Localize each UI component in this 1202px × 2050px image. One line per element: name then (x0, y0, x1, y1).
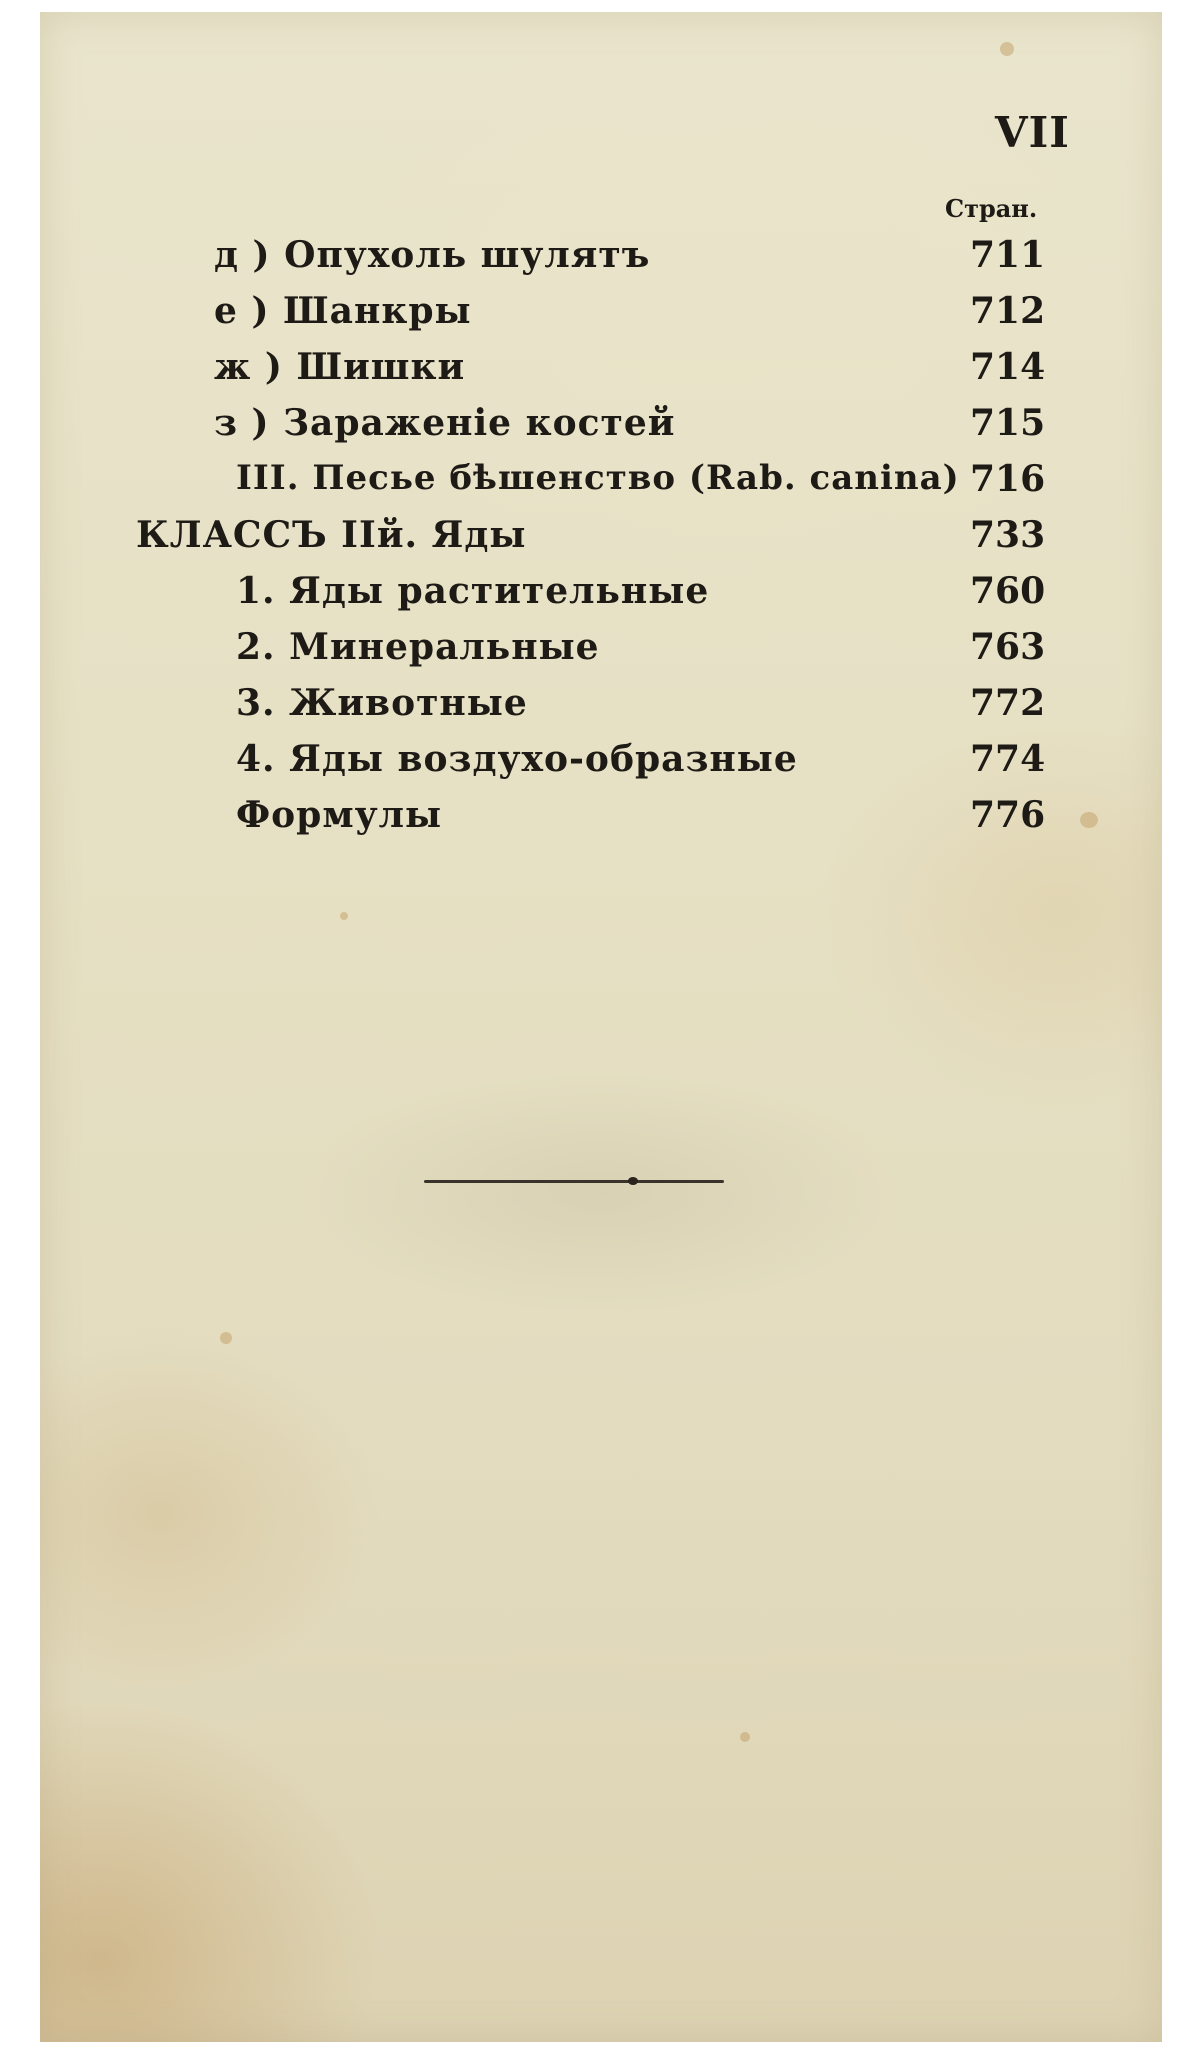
toc-entry-label: Формулы (236, 794, 443, 836)
page-column-header: Стран. (945, 194, 1038, 223)
toc-entry-page: 712 (970, 290, 1046, 332)
toc-entry-page: 714 (970, 346, 1046, 388)
end-rule-divider (424, 1180, 724, 1183)
toc-row (40, 514, 1162, 570)
toc-entry-page: 772 (970, 682, 1046, 724)
toc-entry-page: 715 (970, 402, 1046, 444)
toc-entry-label: КЛАССЪ IIй. Яды (136, 514, 527, 556)
toc-entry-page: 733 (970, 514, 1046, 556)
toc-row (40, 234, 1162, 290)
stain-spot (340, 912, 348, 920)
toc-entry-label: 2. Минеральные (236, 626, 600, 668)
toc-row (40, 794, 1162, 850)
toc-row (40, 682, 1162, 738)
toc-entry-label: е ) Шанкры (214, 290, 472, 332)
toc-entry-label: III. Песье бѣшенство (Rab. canina) (236, 458, 960, 498)
toc-entry-label: 3. Животные (236, 682, 528, 724)
toc-entry-label: д ) Опухоль шулятъ (214, 234, 651, 276)
stain-spot (220, 1332, 232, 1344)
stain-spot (740, 1732, 750, 1742)
toc-entry-page: 711 (970, 234, 1046, 276)
page-number: VII (995, 108, 1070, 157)
stain-spot (1000, 42, 1014, 56)
toc-entry-label: з ) Зараженіе костей (214, 402, 676, 444)
end-rule-ornament (628, 1177, 638, 1185)
toc-entry-page: 763 (970, 626, 1046, 668)
book-page (40, 12, 1162, 2042)
toc-entry-label: 1. Яды растительные (236, 570, 710, 612)
toc-row (40, 402, 1162, 458)
toc-entry-label: ж ) Шишки (214, 346, 466, 388)
toc-entry-page: 776 (970, 794, 1046, 836)
toc-entry-label: 4. Яды воздухо-образные (236, 738, 798, 780)
toc-row (40, 458, 1162, 514)
toc-row (40, 346, 1162, 402)
toc-row (40, 290, 1162, 346)
toc-entry-page: 774 (970, 738, 1046, 780)
toc-row (40, 570, 1162, 626)
toc-row (40, 626, 1162, 682)
toc-row (40, 738, 1162, 794)
toc-entry-page: 760 (970, 570, 1046, 612)
toc-entry-page: 716 (970, 458, 1046, 500)
